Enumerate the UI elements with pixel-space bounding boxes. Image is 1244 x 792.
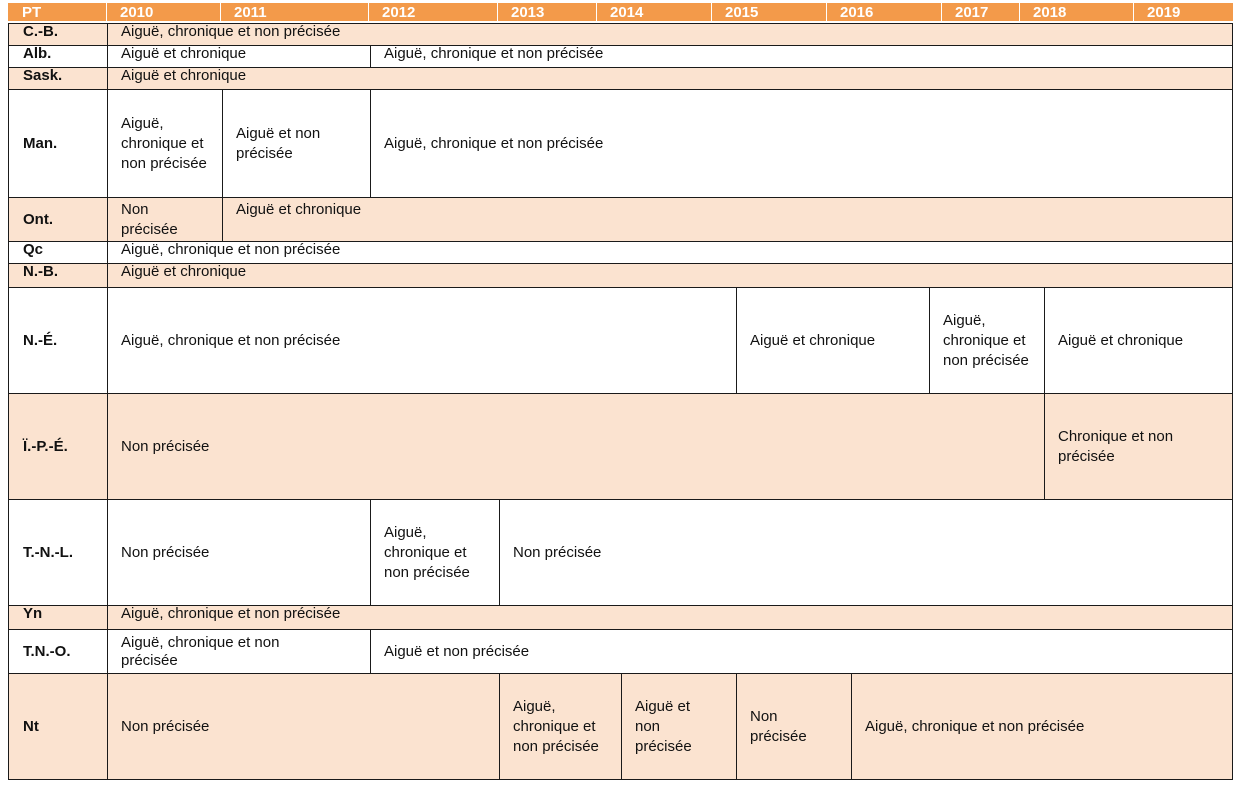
cell-text: Aiguë, chronique et non précisée	[121, 114, 207, 172]
table-cell: Aiguë, chronique et non précisée	[370, 90, 1232, 197]
header-pt: PT	[8, 3, 107, 21]
header-2014: 2014	[597, 3, 712, 21]
row-label: N.-B.	[9, 264, 108, 287]
row-label: C.-B.	[9, 24, 108, 45]
row-label: T.-N.-L.	[9, 500, 108, 605]
row-label: Qc	[9, 242, 108, 263]
table-row	[9, 263, 1232, 287]
table-cell	[736, 674, 851, 779]
table-cell: Aiguë et chronique	[121, 263, 247, 280]
row-label: Nt	[9, 674, 108, 779]
table-row	[9, 673, 1232, 779]
table-row	[9, 89, 1232, 197]
table-cell: Aiguë et chronique	[1044, 288, 1232, 393]
row-label: N.-É.	[9, 288, 108, 393]
table-row	[9, 241, 1232, 263]
cell-text: Aiguë et non précisée	[635, 697, 692, 755]
table-cell: Non précisée	[121, 717, 210, 735]
table-cell: Aiguë, chronique et non précisée	[121, 331, 341, 349]
row-label: Sask.	[9, 68, 108, 89]
table-row	[9, 23, 1232, 45]
table-cell	[499, 674, 621, 779]
row-label: T.N.-O.	[9, 630, 108, 673]
cell-text: Aiguë, chronique et non précisée	[943, 311, 1029, 369]
cell-text: Aiguë, chronique et non précisée	[513, 697, 599, 755]
header-2015: 2015	[712, 3, 827, 21]
table-cell: Non précisée	[121, 437, 210, 455]
header-2011: 2011	[221, 3, 369, 21]
table-row	[9, 629, 1232, 673]
table-cell: Aiguë et chronique	[222, 198, 1232, 241]
row-label: Man.	[9, 90, 108, 197]
cell-text: Aiguë et non précisée	[236, 124, 321, 162]
table-cell	[929, 288, 1044, 393]
table-cell: Non précisée	[121, 543, 210, 561]
row-label: Ont.	[9, 198, 108, 241]
table-cell: Aiguë et chronique	[121, 45, 247, 62]
table-cell: Aiguë et chronique	[121, 67, 247, 84]
table-cell	[108, 630, 370, 673]
header-2010: 2010	[107, 3, 221, 21]
table-cell: Aiguë, chronique et non précisée	[370, 46, 1232, 67]
row-label: Ï.-P.-É.	[9, 394, 108, 499]
table-cell	[621, 674, 736, 779]
table-row	[9, 605, 1232, 629]
table-cell	[108, 198, 222, 241]
table-cell: Aiguë, chronique et non précisée	[121, 23, 341, 40]
table-cell: Aiguë, chronique et non précisée	[851, 674, 1232, 779]
table-row	[9, 67, 1232, 89]
header-2013: 2013	[498, 3, 597, 21]
table-row	[9, 287, 1232, 393]
table-cell	[1044, 394, 1232, 499]
table-cell: Aiguë et non précisée	[370, 630, 1232, 673]
cell-text: Chronique et non précisée	[1058, 427, 1174, 465]
header-2018: 2018	[1020, 3, 1134, 21]
table-row	[9, 45, 1232, 67]
table-row	[9, 197, 1232, 241]
cell-text: Aiguë, chronique et non précisée	[384, 523, 470, 581]
row-label: Yn	[9, 606, 108, 629]
header-2017: 2017	[942, 3, 1020, 21]
table-row	[9, 393, 1232, 499]
table-cell: Aiguë, chronique et non précisée	[121, 605, 341, 622]
table-cell: Non précisée	[499, 500, 1232, 605]
table-cell	[222, 90, 370, 197]
table-cell: Aiguë, chronique et non précisée	[121, 241, 341, 258]
table-cell	[108, 90, 222, 197]
header-2016: 2016	[827, 3, 942, 21]
cell-text: Non précisée	[750, 707, 807, 745]
data-table	[8, 23, 1233, 780]
table-cell	[370, 500, 499, 605]
header-2012: 2012	[369, 3, 498, 21]
table-cell: Aiguë et chronique	[736, 288, 929, 393]
header-2019: 2019	[1147, 4, 1181, 21]
table-header	[8, 3, 1233, 23]
cell-text: Non précisée	[121, 201, 178, 238]
row-label: Alb.	[9, 46, 108, 67]
table-row	[9, 499, 1232, 605]
cell-text: Aiguë, chronique et non précisée	[121, 633, 280, 669]
